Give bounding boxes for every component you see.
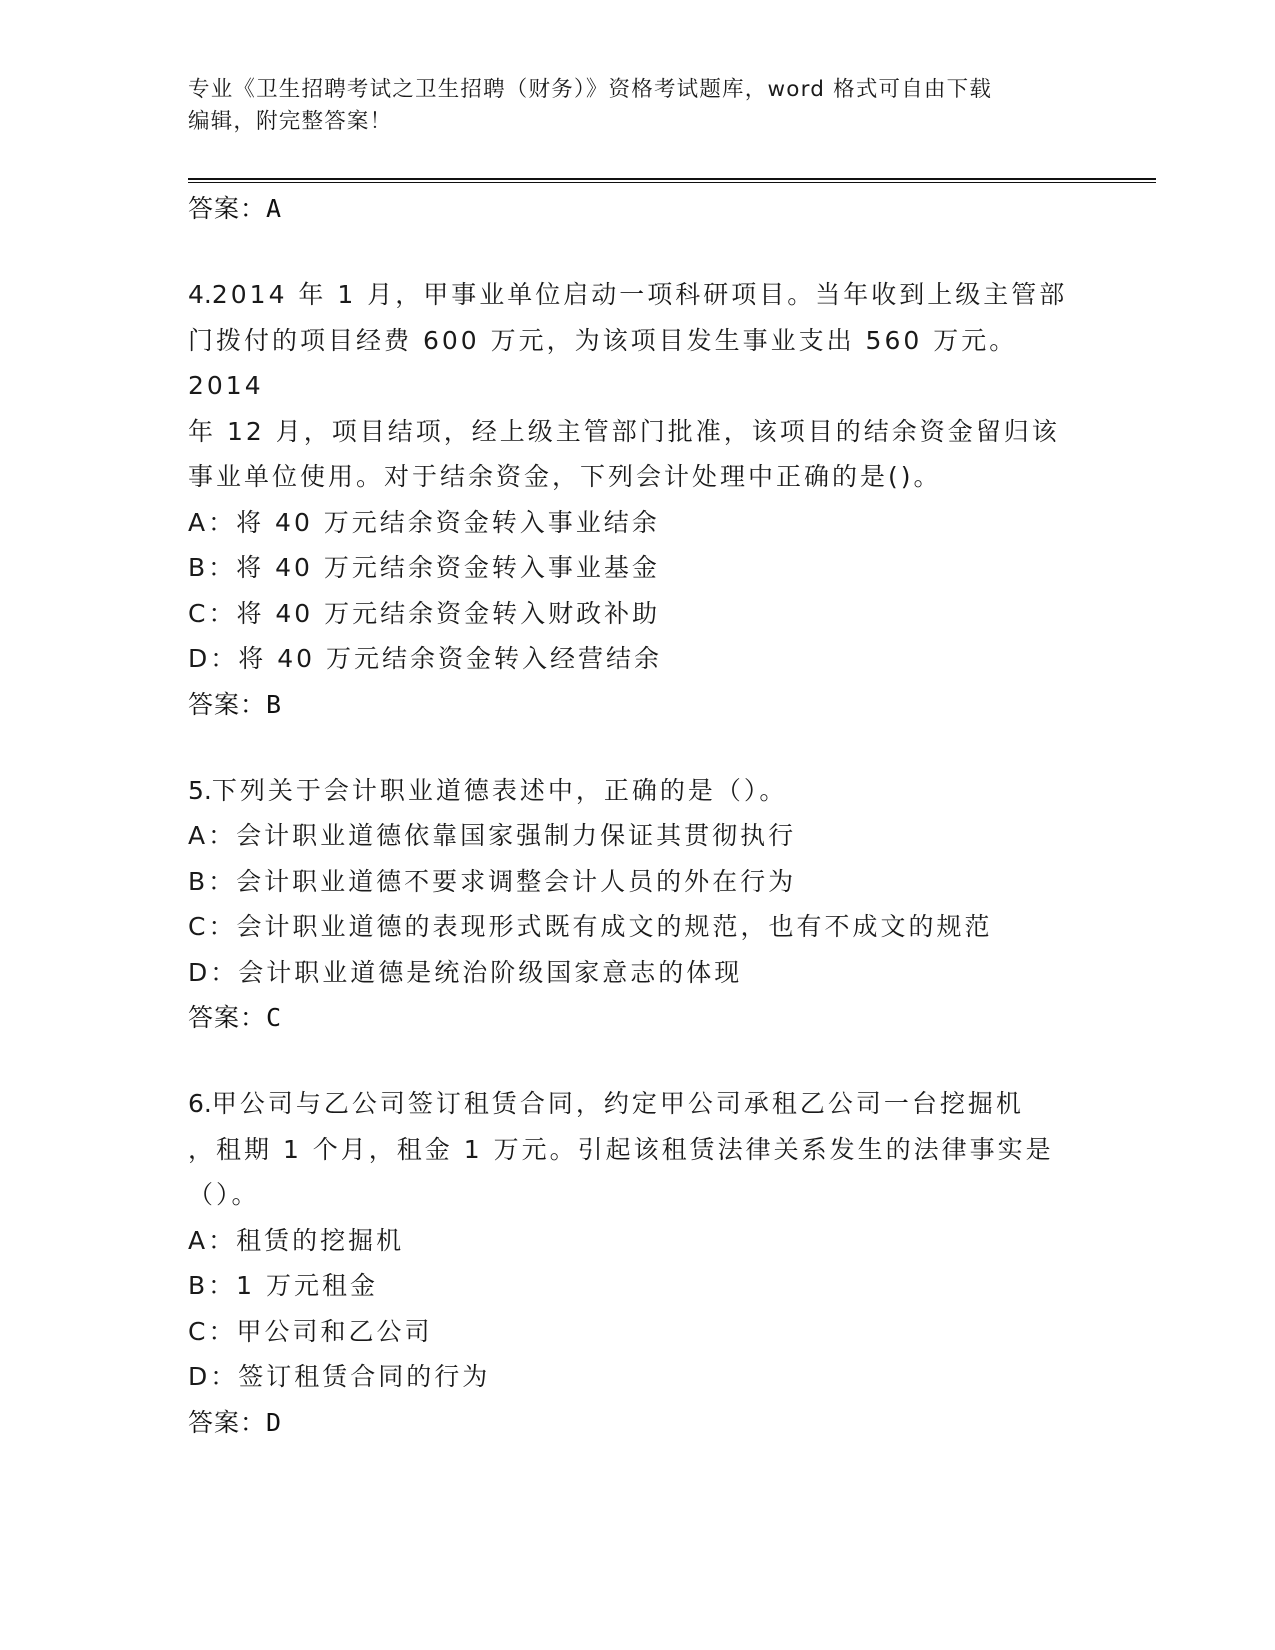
option-b: B：1 万元租金 (188, 1271, 379, 1300)
answer-line (188, 682, 1088, 728)
stem-line: 6.甲公司与乙公司签订租赁合同，约定甲公司承租乙公司一台挖掘机 (188, 1089, 1024, 1118)
header-line-1: 专业《卫生招聘考试之卫生招聘（财务）》资格考试题库，word 格式可自由下载 (188, 77, 993, 102)
stem-line: 5.下列关于会计职业道德表述中，正确的是（）。 (188, 775, 788, 805)
answer-label: 答案： (188, 1003, 267, 1032)
answer-value: B (266, 689, 283, 719)
answer-value: C (266, 1003, 283, 1032)
answer-line (188, 995, 1088, 1041)
stem-line: ，租期 1 个月，租金 1 万元。引起该租赁法律关系发生的法律事实是 (188, 1134, 1054, 1164)
stem-line: （）。 (188, 1180, 260, 1209)
question-stem (188, 1081, 1088, 1218)
question-stem (188, 768, 1088, 814)
header-divider-thin (188, 182, 1156, 183)
page-content (188, 186, 1088, 1446)
answer-line-q3 (188, 186, 1088, 232)
question-6 (188, 1081, 1088, 1446)
answer-value: D (266, 1407, 283, 1437)
option-c: C：会计职业道德的表现形式既有成文的规范，也有不成文的规范 (188, 912, 993, 941)
stem-line: 4.2014 年 1 月，甲事业单位启动一项科研项目。当年收到上级主管部 (188, 280, 1068, 309)
answer-value: A (266, 194, 283, 223)
header-line-2: 编辑，附完整答案！ (188, 109, 393, 134)
answer-line (188, 1400, 1088, 1446)
question-number: 4. (188, 280, 212, 309)
option-d: D：签订租赁合同的行为 (188, 1362, 491, 1391)
option-a: A：租赁的挖掘机 (188, 1225, 405, 1255)
option-a: A：将 40 万元结余资金转入事业结余 (188, 507, 660, 537)
answer-label: 答案： (188, 194, 267, 223)
option-c: C：将 40 万元结余资金转入财政补助 (188, 598, 661, 628)
option-a: A：会计职业道德依靠国家强制力保证其贯彻执行 (188, 821, 797, 850)
question-4 (188, 272, 1088, 728)
option-d: D：将 40 万元结余资金转入经营结余 (188, 644, 662, 673)
question-5 (188, 768, 1088, 1042)
answer-label: 答案： (188, 1407, 267, 1437)
stem-line: 年 12 月，项目结项，经上级主管部门批准，该项目的结余资金留归该 (188, 416, 1060, 446)
option-c: C：甲公司和乙公司 (188, 1316, 433, 1346)
stem-line: 事业单位使用。对于结余资金，下列会计处理中正确的是()。 (188, 462, 942, 491)
page-header (188, 74, 1088, 138)
stem-line: 门拨付的项目经费 600 万元，为该项目发生事业支出 560 万元。2014 (188, 325, 1018, 400)
option-d: D：会计职业道德是统治阶级国家意志的体现 (188, 957, 743, 987)
question-number: 5. (188, 775, 212, 805)
option-b: B：会计职业道德不要求调整会计人员的外在行为 (188, 866, 797, 896)
header-divider-thick (188, 178, 1156, 180)
option-b: B：将 40 万元结余资金转入事业基金 (188, 553, 660, 582)
question-number: 6. (188, 1089, 212, 1118)
question-stem (188, 272, 1088, 500)
answer-label: 答案： (188, 689, 267, 719)
